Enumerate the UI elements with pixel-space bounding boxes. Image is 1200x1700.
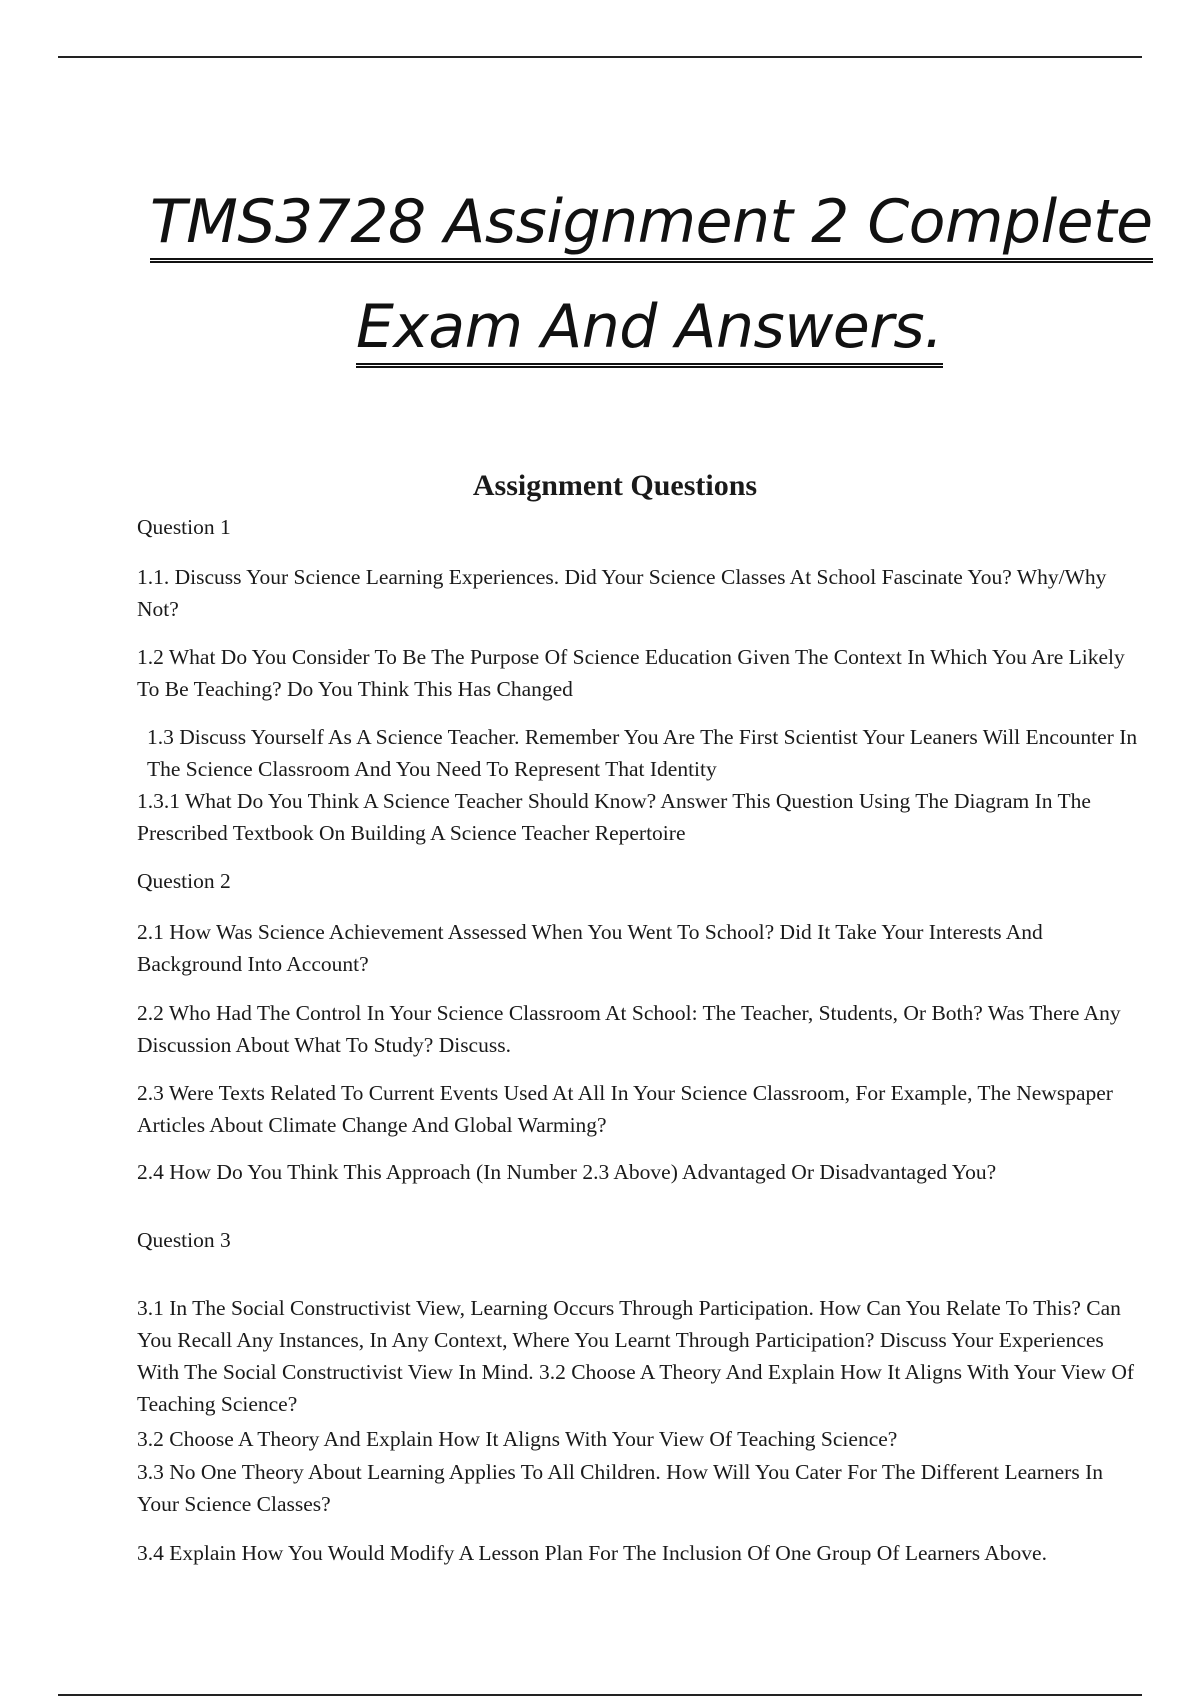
question-text: 3.1 In The Social Constructivist View, Learning Occurs Through Participation. How Can You Relate To This? Can You Recall Any Instances, In Any Context, Where You Learnt Through Participation? Discuss Your Experiences With The Social Constructivist View In Mind. 3.2 Choose A Theory And Explain How It Aligns With Your View Of Teaching Science?: [137, 1296, 1135, 1416]
document-title-line-1: TMS3728 Assignment 2 Complete: [150, 192, 1153, 263]
top-rule: [58, 56, 1142, 58]
question-text: 2.4 How Do You Think This Approach (In Number 2.3 Above) Advantaged Or Disadvantaged You?: [137, 1160, 997, 1184]
question-text: 1.1. Discuss Your Science Learning Experiences. Did Your Science Classes At School Fascinate You? Why/Why Not?: [137, 565, 1107, 621]
question-text: 1.3.1 What Do You Think A Science Teacher Should Know? Answer This Question Using The Diagram In The Prescribed Textbook On Building A Science Teacher Repertoire: [137, 789, 1091, 845]
question-text: 3.2 Choose A Theory And Explain How It Aligns With Your View Of Teaching Science?: [137, 1427, 898, 1451]
question-heading: Question 1: [137, 515, 231, 539]
question-text: 3.4 Explain How You Would Modify A Lesson Plan For The Inclusion Of One Group Of Learners Above.: [137, 1541, 1047, 1565]
question-text: 2.2 Who Had The Control In Your Science Classroom At School: The Teacher, Students, Or Both? Was There Any Discussion About What To Study? Discuss.: [137, 1001, 1121, 1057]
question-text: 3.3 No One Theory About Learning Applies To All Children. How Will You Cater For The Different Learners In Your Science Classes?: [137, 1460, 1103, 1516]
document-title-line-2: Exam And Answers.: [356, 297, 943, 368]
bottom-rule: [58, 1694, 1142, 1696]
question-heading: Question 3: [137, 1228, 231, 1252]
question-text: 2.1 How Was Science Achievement Assessed When You Went To School? Did It Take Your Interests And Background Into Account?: [137, 920, 1043, 976]
question-text: 2.3 Were Texts Related To Current Events Used At All In Your Science Classroom, For Example, The Newspaper Articles About Climate Change And Global Warming?: [137, 1081, 1113, 1137]
question-text: 1.3 Discuss Yourself As A Science Teacher. Remember You Are The First Scientist Your Leaners Will Encounter In The Science Classroom And You Need To Represent That Identity: [147, 725, 1138, 781]
section-heading: Assignment Questions: [472, 469, 758, 502]
question-text: 1.2 What Do You Consider To Be The Purpose Of Science Education Given The Context In Which You Are Likely To Be Teaching? Do You Think This Has Changed: [137, 645, 1125, 701]
question-heading: Question 2: [137, 869, 231, 893]
